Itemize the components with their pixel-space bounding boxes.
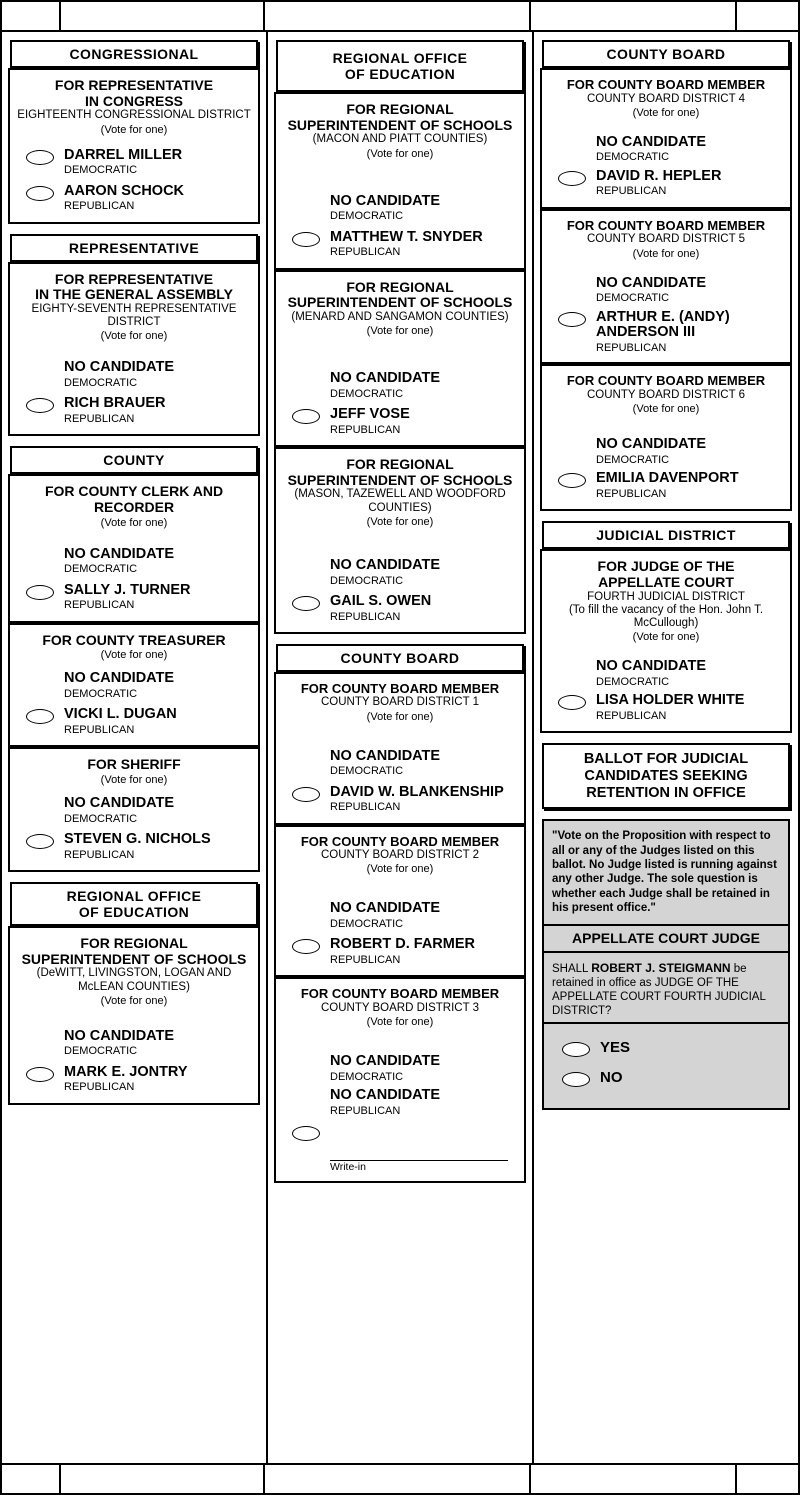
office-line-2: IN THE GENERAL ASSEMBLY [35,286,233,303]
vote-oval[interactable] [26,709,54,724]
candidate-party: DEMOCRATIC [64,1045,138,1058]
judicial-district-header [542,521,790,549]
office-title [282,280,518,311]
timing-mark-cell [737,1465,798,1493]
candidate-option [282,749,518,779]
contest-regional-superintendent-menard-sangamon [274,270,526,448]
district-label: (MENARD AND SANGAMON COUNTIES) [291,310,509,323]
candidate-option[interactable] [282,785,518,815]
candidate-party: REPUBLICAN [64,413,135,425]
write-in-label: Write-in [330,1161,366,1174]
office-line-1: FOR COUNTY BOARD MEMBER [566,77,766,92]
timing-mark-cell [265,2,530,30]
candidate-name: ROBERT D. FARMER [330,936,475,953]
office-line-2: IN CONGRESS [84,92,183,109]
candidate-option [16,796,252,826]
office-line-1: FOR COUNTY BOARD MEMBER [300,833,500,849]
district-label: EIGHTEENTH CONGRESSIONAL DISTRICT [17,109,251,122]
county-board-header-label: COUNTY BOARD [340,649,460,666]
candidate-option [282,371,518,401]
candidate-name: VICKI L. DUGAN [64,706,177,723]
office-line-1: FOR COUNTY BOARD MEMBER [300,986,500,1002]
contest-county-board-district-5 [540,209,792,365]
retention-title-line-3: RETENTION IN OFFICE [586,784,746,801]
vote-for-label: (Vote for one) [100,516,168,529]
candidate-option[interactable] [16,832,252,862]
candidate-party: DEMOCRATIC [330,918,404,931]
candidate-option [16,671,252,701]
candidate-name: ARTHUR E. (ANDY) ANDERSON III [596,308,730,341]
vote-for-label: (Vote for one) [366,147,434,160]
timing-mark-cell [531,1465,737,1493]
district-label: COUNTY BOARD DISTRICT 5 [586,233,746,246]
contest-judge-appellate-court [540,549,792,733]
retention-title-line-2: CANDIDATES SEEKING [584,767,748,784]
district-label: (DeWITT, LIVINGSTON, LOGAN AND McLEAN COUNTIES) [36,967,232,993]
vote-for-label: (Vote for one) [632,247,700,260]
candidate-name: NO CANDIDATE [596,274,707,291]
roe-header-line-2: OF EDUCATION [344,66,456,82]
candidate-option[interactable] [548,693,784,723]
candidate-name: NO CANDIDATE [64,359,175,376]
candidate-option [548,659,784,689]
retention-title-line-1: BALLOT FOR JUDICIAL [583,751,749,768]
vote-for-label: (Vote for one) [100,649,168,662]
candidate-name: NO CANDIDATE [330,192,441,209]
vote-oval[interactable] [558,695,586,710]
candidate-party: DEMOCRATIC [64,812,138,825]
vote-oval[interactable] [562,1042,590,1057]
vote-oval[interactable] [558,171,586,186]
candidate-party: REPUBLICAN [64,1081,135,1094]
vote-for-label: (Vote for one) [366,710,434,723]
roe-header-line-2: OF EDUCATION [78,904,190,921]
vote-for-label: (Vote for one) [100,774,168,787]
candidate-name: NO CANDIDATE [596,436,707,453]
retention-option-label: YES [600,1039,631,1057]
candidate-party: REPUBLICAN [330,954,401,967]
contest-county-treasurer [8,623,260,748]
office-title [548,219,784,234]
candidate-option[interactable] [16,184,252,214]
vote-oval[interactable] [292,232,320,247]
timing-mark-cell [61,1465,265,1493]
candidate-name: MARK E. JONTRY [64,1063,188,1080]
county-header [10,446,258,474]
candidate-party: DEMOCRATIC [330,1070,404,1083]
candidate-party: REPUBLICAN [330,423,401,436]
office-title [282,835,518,850]
candidate-party: REPUBLICAN [330,246,401,259]
candidate-option[interactable] [16,396,252,426]
candidate-name: LISA HOLDER WHITE [596,692,745,709]
retention-options [542,1024,790,1110]
district-label: COUNTY BOARD DISTRICT 6 [586,389,746,402]
contest-county-clerk-and-recorder [8,474,260,622]
representative-header-label: REPRESENTATIVE [68,239,200,256]
congressional-header-label: CONGRESSIONAL [69,46,199,62]
candidate-name: NO CANDIDATE [596,133,707,150]
vote-oval[interactable] [292,939,320,954]
ballot-column-1 [2,32,268,1463]
retention-judge-name: ROBERT J. STEIGMANN [591,961,731,976]
contest-county-board-district-3 [274,977,526,1183]
candidate-name: NO CANDIDATE [330,1053,441,1070]
candidate-party: REPUBLICAN [64,200,135,213]
contest-representative-general-assembly [8,262,260,437]
district-label: COUNTY BOARD DISTRICT 4 [586,92,746,105]
candidate-name: NO CANDIDATE [64,670,175,687]
vacancy-label: (To fill the vacancy of the Hon. John T. McCullough) [568,603,764,630]
candidate-option[interactable] [16,707,252,737]
congressional-header [10,40,258,68]
candidate-option[interactable] [16,1065,252,1095]
office-line-1: FOR SHERIFF [87,756,181,773]
retention-option-label: NO [600,1069,623,1087]
retention-question [542,953,790,1024]
office-title [16,633,252,649]
candidate-option [282,558,518,588]
district-label: COUNTY BOARD DISTRICT 1 [320,696,480,709]
office-line-1: FOR JUDGE OF THE [597,558,735,575]
vote-for-label: (Vote for one) [366,863,434,876]
retention-instructions: "Vote on the Proposition with respect to all or any of the Judges listed on this ballot. No Judge listed is running against any other Judge. The sole question is whether each Judge shall be retained in his present office." [542,819,790,925]
candidate-option [16,1029,252,1059]
vote-for-label: (Vote for one) [366,325,434,338]
candidate-name: NO CANDIDATE [330,747,441,764]
vote-oval[interactable] [26,398,54,413]
vote-for-label: (Vote for one) [100,123,168,136]
vote-for-label: (Vote for one) [100,330,168,343]
office-line-1: FOR REGIONAL [346,456,454,473]
office-line-1: FOR REPRESENTATIVE [54,77,214,93]
district-label: (MASON, TAZEWELL AND WOODFORD COUNTIES) [294,488,506,514]
candidate-option [282,1054,518,1084]
vote-oval[interactable] [26,150,54,165]
vote-for-label: (Vote for one) [632,106,700,119]
office-title [282,987,518,1002]
office-title [282,102,518,133]
candidate-name: NO CANDIDATE [330,556,441,573]
candidate-party: DEMOCRATIC [596,453,670,466]
candidate-party: REPUBLICAN [596,341,667,354]
candidate-name: JEFF VOSE [330,406,410,423]
roe-header-line-1: REGIONAL OFFICE [66,888,202,905]
candidate-option [282,1088,518,1118]
vote-oval[interactable] [558,473,586,488]
contest-regional-superintendent-mason-tazewell [274,447,526,634]
candidate-party: REPUBLICAN [596,709,667,722]
vote-oval[interactable] [562,1072,590,1087]
candidate-option[interactable] [548,471,784,501]
office-line-2: SUPERINTENDENT OF SCHOOLS [287,116,513,133]
office-line-1: FOR REGIONAL [346,278,454,295]
office-line-1: FOR COUNTY TREASURER [42,631,226,648]
representative-header [10,234,258,262]
candidate-name: NO CANDIDATE [330,1087,441,1104]
timing-mark-cell [61,2,265,30]
timing-mark-strip-top [2,2,798,32]
vote-for-label: (Vote for one) [632,403,700,416]
office-title [16,78,252,109]
vote-oval[interactable] [558,312,586,327]
contest-regional-superintendent-macon-piatt [274,92,526,270]
office-title [16,936,252,967]
candidate-name: SALLY J. TURNER [64,581,191,598]
vote-oval[interactable] [292,787,320,802]
vote-oval[interactable] [292,1126,320,1141]
district-label: (MACON AND PIATT COUNTIES) [312,133,488,146]
candidate-option[interactable] [282,937,518,967]
candidate-name: EMILIA DAVENPORT [596,470,739,487]
vote-oval[interactable] [26,585,54,600]
candidate-option [16,360,252,390]
candidate-name: NO CANDIDATE [64,545,175,562]
timing-mark-cell [737,2,798,30]
vote-oval[interactable] [292,409,320,424]
retention-subheader: APPELLATE COURT JUDGE [542,926,790,954]
office-line-1: FOR COUNTY BOARD MEMBER [566,373,766,389]
ballot-columns [2,32,798,1463]
office-title [548,374,784,389]
candidate-name: DARREL MILLER [64,146,183,163]
candidate-party: DEMOCRATIC [64,377,138,389]
candidate-option [16,547,252,577]
county-header-label: COUNTY [103,452,165,469]
contest-county-board-district-2 [274,825,526,978]
retention-option-yes[interactable] [552,1040,780,1064]
district-label: COUNTY BOARD DISTRICT 2 [320,849,480,862]
contest-county-board-district-6 [540,364,792,511]
county-board-header-label: COUNTY BOARD [606,46,726,62]
vote-for-label: (Vote for one) [366,1016,434,1029]
office-line-1: FOR REPRESENTATIVE [54,270,214,287]
office-line-2: APPELLATE COURT [598,573,734,590]
office-title [16,757,252,773]
office-title [16,272,252,303]
candidate-option[interactable] [16,583,252,613]
vote-for-label: (Vote for one) [366,515,434,528]
district-label: FOURTH JUDICIAL DISTRICT [587,590,745,603]
candidate-party: REPUBLICAN [64,724,135,737]
contest-representative-in-congress [8,68,260,224]
district-label: COUNTY BOARD DISTRICT 3 [320,1001,480,1014]
candidate-party: DEMOCRATIC [330,210,404,223]
office-line-2: SUPERINTENDENT OF SCHOOLS [287,471,513,488]
candidate-party: REPUBLICAN [596,185,667,198]
candidate-option [282,901,518,931]
district-label: EIGHTY-SEVENTH REPRESENTATIVE DISTRICT [31,302,237,329]
candidate-party: DEMOCRATIC [330,574,404,587]
county-board-header-2 [542,40,790,68]
candidate-name: NO CANDIDATE [330,370,441,387]
vote-oval[interactable] [26,1067,54,1082]
candidate-party: REPUBLICAN [596,487,667,500]
office-title [548,559,784,590]
vote-for-label: (Vote for one) [632,631,700,644]
contest-county-board-district-4 [540,68,792,209]
office-line-1: FOR REGIONAL [80,935,188,952]
candidate-name: AARON SCHOCK [64,182,185,199]
retention-question-suffix: be retained in office as JUDGE OF THE APPELLATE COURT FOURTH JUDICIAL DISTRICT? [552,963,766,1018]
write-in-option[interactable] [282,1124,518,1142]
candidate-option [548,135,784,165]
vote-for-label: (Vote for one) [100,994,168,1007]
candidate-name: DAVID R. HEPLER [596,167,722,184]
ballot-column-3 [534,32,798,1463]
candidate-option [282,194,518,224]
ballot-column-2 [268,32,534,1463]
candidate-option[interactable] [282,407,518,437]
office-line-1: FOR COUNTY CLERK AND [44,483,224,500]
candidate-option[interactable] [282,230,518,260]
retention-question-prefix: SHALL [552,963,589,976]
roe-header-line-1: REGIONAL OFFICE [332,50,468,66]
office-title [282,457,518,488]
timing-mark-cell [265,1465,530,1493]
candidate-option [548,276,784,306]
candidate-party: DEMOCRATIC [596,675,670,688]
office-line-2: RECORDER [93,499,175,516]
candidate-name: GAIL S. OWEN [330,592,432,609]
write-in-line[interactable] [330,1144,508,1161]
office-line-2: SUPERINTENDENT OF SCHOOLS [287,294,513,311]
candidate-name: RICH BRAUER [64,395,166,412]
judicial-district-header-label: JUDICIAL DISTRICT [596,527,736,544]
county-board-header-1 [276,644,524,672]
candidate-option[interactable] [16,148,252,178]
candidate-name: NO CANDIDATE [64,1027,175,1044]
candidate-name: NO CANDIDATE [330,900,441,917]
candidate-option[interactable] [548,310,784,355]
vote-oval[interactable] [26,186,54,201]
office-line-1: FOR REGIONAL [346,101,454,117]
candidate-party: REPUBLICAN [64,599,135,612]
office-line-1: FOR COUNTY BOARD MEMBER [566,217,766,233]
regional-office-of-education-header-1 [10,882,258,926]
contest-regional-superintendent-dewitt [8,926,260,1105]
candidate-party: DEMOCRATIC [64,563,138,576]
timing-mark-strip-bottom [2,1463,798,1493]
contest-county-board-district-1 [274,672,526,825]
candidate-party: DEMOCRATIC [596,292,670,305]
candidate-party: REPUBLICAN [330,1104,401,1117]
timing-mark-cell [2,2,61,30]
candidate-party: REPUBLICAN [330,801,401,814]
candidate-party: REPUBLICAN [64,848,135,861]
office-title [16,484,252,515]
candidate-name: NO CANDIDATE [64,795,175,812]
retention-ballot-title [542,743,790,809]
candidate-party: DEMOCRATIC [64,164,138,177]
candidate-name: DAVID W. BLANKENSHIP [330,783,504,800]
candidate-option[interactable] [548,169,784,199]
candidate-party: DEMOCRATIC [596,151,670,164]
office-title [282,682,518,697]
timing-mark-cell [531,2,737,30]
office-title [548,78,784,93]
candidate-name: NO CANDIDATE [596,658,707,675]
timing-mark-cell [2,1465,61,1493]
regional-office-of-education-header-2 [276,40,524,92]
candidate-option[interactable] [282,594,518,624]
candidate-party: DEMOCRATIC [330,765,404,778]
contest-sheriff [8,747,260,872]
candidate-party: DEMOCRATIC [64,688,138,701]
candidate-party: REPUBLICAN [330,610,401,623]
office-line-2: SUPERINTENDENT OF SCHOOLS [21,950,247,967]
vote-oval[interactable] [292,596,320,611]
candidate-party: DEMOCRATIC [330,387,404,400]
candidate-option [548,437,784,467]
vote-oval[interactable] [26,834,54,849]
office-line-1: FOR COUNTY BOARD MEMBER [300,680,500,696]
candidate-name: MATTHEW T. SNYDER [330,228,483,245]
retention-option-no[interactable] [552,1070,780,1094]
candidate-name: STEVEN G. NICHOLS [64,831,211,848]
